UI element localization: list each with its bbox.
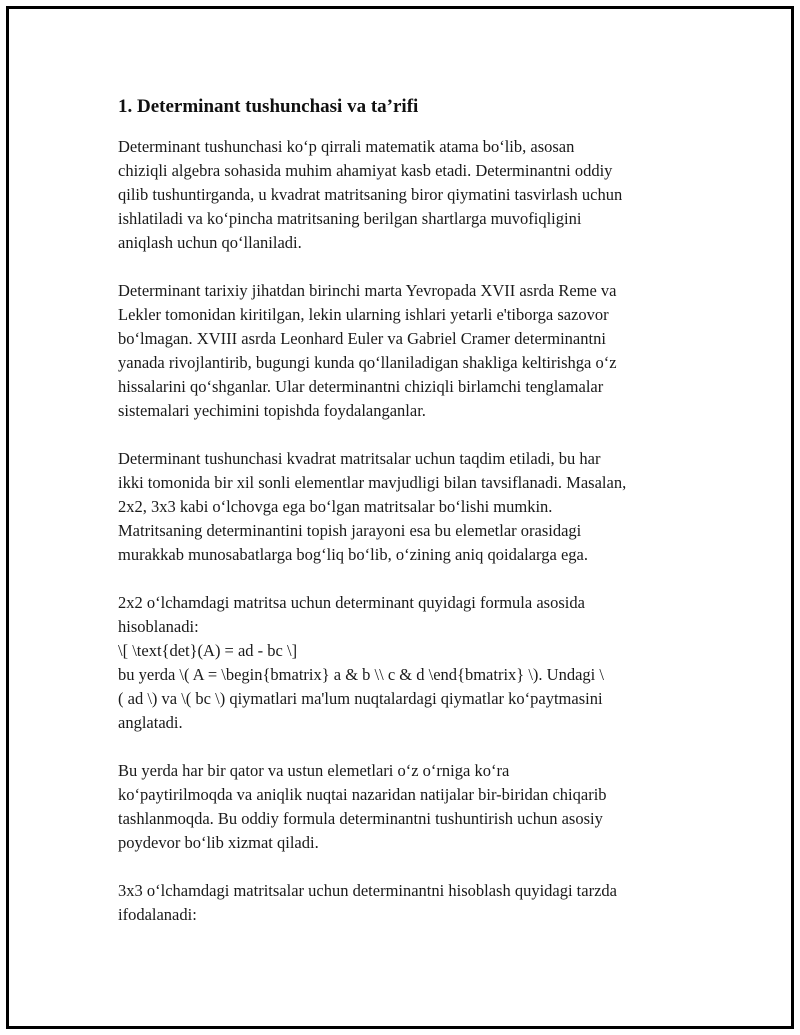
text-line: poydevor bo‘lib xizmat qiladi.: [118, 833, 319, 852]
section-heading: 1. Determinant tushunchasi va ta’rifi: [118, 96, 419, 117]
text-line: qilib tushuntirganda, u kvadrat matritsaning biror qiymatini tasvirlash uchun: [118, 185, 623, 204]
paragraph-4: [118, 591, 693, 735]
paragraph-5: [118, 759, 693, 855]
text-line: 2x2, 3x3 kabi o‘lchovga ega bo‘lgan matritsalar bo‘lishi mumkin.: [118, 497, 553, 516]
paragraph-3: [118, 447, 693, 567]
text-line: ko‘paytirilmoqda va aniqlik nuqtai nazaridan natijalar bir-biridan chiqarib: [118, 785, 607, 804]
text-line: chiziqli algebra sohasida muhim ahamiyat kasb etadi. Determinantni oddiy: [118, 161, 613, 180]
paragraph-2: [118, 279, 693, 423]
document-body: [118, 95, 693, 951]
text-line: ifodalanadi:: [118, 905, 197, 924]
paragraph-6: [118, 879, 693, 927]
text-line: tashlanmoqda. Bu oddiy formula determinantni tushuntirish uchun asosiy: [118, 809, 603, 828]
text-line: hisoblanadi:: [118, 617, 199, 636]
text-line: Determinant tarixiy jihatdan birinchi marta Yevropada XVII asrda Reme va: [118, 281, 617, 300]
text-line: \[ \text{det}(A) = ad - bc \]: [118, 641, 298, 660]
text-line: anglatadi.: [118, 713, 183, 732]
text-line: bu yerda \( A = \begin{bmatrix} a & b \\ c & d \end{bmatrix} \). Undagi \: [118, 665, 604, 684]
text-line: bo‘lmagan. XVIII asrda Leonhard Euler va Gabriel Cramer determinantni: [118, 329, 606, 348]
text-line: ( ad \) va \( bc \) qiymatlari ma'lum nuqtalardagi qiymatlar ko‘paytmasini: [118, 689, 603, 708]
paragraph-1: [118, 135, 693, 255]
text-line: sistemalari yechimini topishda foydalanganlar.: [118, 401, 426, 420]
text-line: 2x2 o‘lchamdagi matritsa uchun determinant quyidagi formula asosida: [118, 593, 585, 612]
text-line: 3x3 o‘lchamdagi matritsalar uchun determinantni hisoblash quyidagi tarzda: [118, 881, 617, 900]
text-line: Determinant tushunchasi kvadrat matritsalar uchun taqdim etiladi, bu har: [118, 449, 601, 468]
text-line: Determinant tushunchasi ko‘p qirrali matematik atama bo‘lib, asosan: [118, 137, 575, 156]
text-line: aniqlash uchun qo‘llaniladi.: [118, 233, 302, 252]
text-line: Bu yerda har bir qator va ustun elemetlari o‘z o‘rniga ko‘ra: [118, 761, 510, 780]
text-line: Lekler tomonidan kiritilgan, lekin ularning ishlari yetarli e'tiborga sazovor: [118, 305, 609, 324]
text-line: ikki tomonida bir xil sonli elementlar mavjudligi bilan tavsiflanadi. Masalan,: [118, 473, 627, 492]
text-line: ishlatiladi va ko‘pincha matritsaning berilgan shartlarga muvofiqligini: [118, 209, 582, 228]
paragraph-list: [118, 135, 693, 927]
text-line: yanada rivojlantirib, bugungi kunda qo‘llaniladigan shakliga keltirishga o‘z: [118, 353, 617, 372]
text-line: murakkab munosabatlarga bog‘liq bo‘lib, o‘zining aniq qoidalarga ega.: [118, 545, 588, 564]
text-line: hissalarini qo‘shganlar. Ular determinantni chiziqli birlamchi tenglamalar: [118, 377, 604, 396]
text-line: Matritsaning determinantini topish jarayoni esa bu elemetlar orasidagi: [118, 521, 582, 540]
